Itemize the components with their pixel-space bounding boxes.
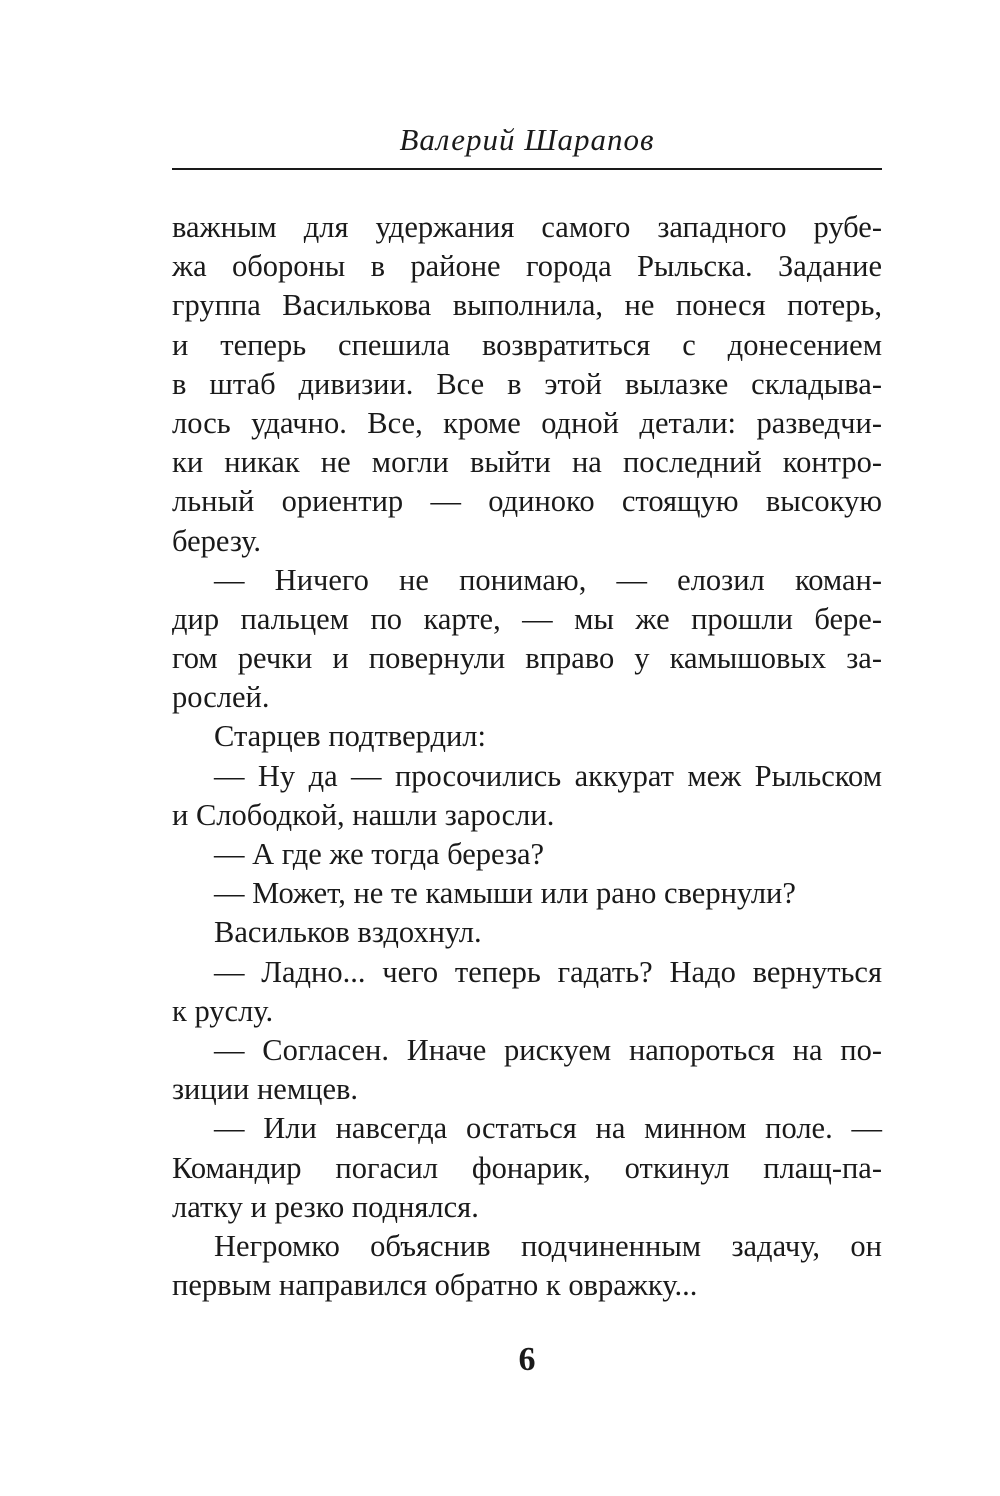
text-line: латку и резко поднялся. [172,1189,479,1224]
page-number: 6 [518,1341,536,1378]
text-line: зиции немцев. [172,1072,359,1107]
text-line: березу. [172,523,262,558]
text-line: гом речки и повернули вправо у камышовых за- [172,641,882,676]
text-line: Негромко объяснив подчиненным задачу, он [214,1228,882,1263]
text-line: в штаб дивизии. Все в этой вылазке складыва- [172,366,882,401]
body-text [172,208,882,1305]
text-line: к руслу. [172,993,274,1028]
text-line: льный ориентир — одиноко стоящую высокую [172,484,882,519]
text-line: — Может, не те камыши или рано свернули? [214,876,796,911]
text-line: жа обороны в районе города Рыльска. Задание [172,249,882,284]
text-line: и Слободкой, нашли заросли. [172,797,555,832]
text-line: ки никак не могли выйти на последний контро- [172,445,882,480]
text-line: рослей. [172,680,270,715]
text-line: — Согласен. Иначе рискуем напороться на по- [214,1032,882,1067]
text-line: первым направился обратно к овражку... [172,1268,698,1303]
text-line: — Ну да — просочились аккурат меж Рыльском [214,758,882,793]
text-line: и теперь спешила возвратиться с донесением [172,327,882,362]
text-line: Старцев подтвердил: [214,719,486,754]
running-head-author: Валерий Шарапов [399,122,655,157]
text-line: — Ладно... чего теперь гадать? Надо вернуться [214,954,882,989]
text-line: — Или навсегда остаться на минном поле. — [214,1111,882,1146]
text-line: лось удачно. Все, кроме одной детали: разведчи- [172,405,882,440]
text-line: важным для удержания самого западного рубе- [172,210,882,244]
text-line: Васильков вздохнул. [214,915,482,950]
text-line: — Ничего не понимаю, — елозил коман- [214,562,882,597]
text-line: дир пальцем по карте, — мы же прошли бере- [172,601,882,636]
text-line: Командир погасил фонарик, откинул плащ-па- [172,1150,882,1185]
text-line: группа Василькова выполнила, не понеся потерь, [172,288,882,323]
header-rule [172,168,882,170]
text-line: — А где же тогда береза? [214,837,545,871]
